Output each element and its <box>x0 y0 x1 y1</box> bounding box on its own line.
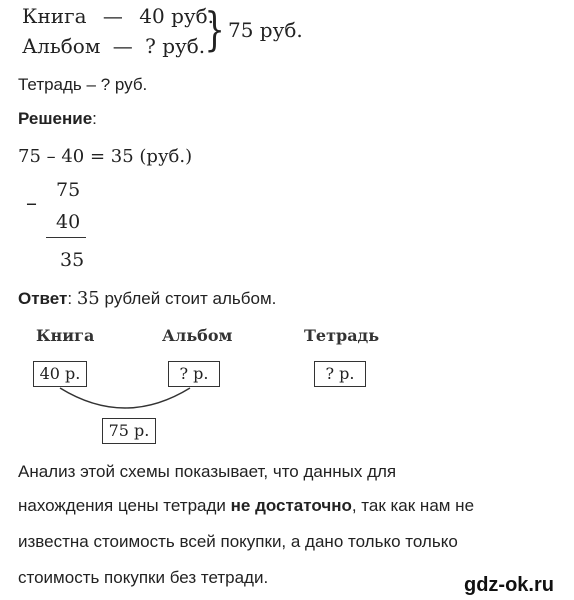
box-total-price: 75 р. <box>102 418 156 444</box>
box-book-price: 40 р. <box>33 361 87 387</box>
answer-text: рублей стоит альбом. <box>104 289 277 308</box>
column-top: 75 <box>56 179 81 201</box>
answer-label: Ответ <box>18 289 68 308</box>
diagram-label-book: Книга <box>36 326 95 345</box>
column-result: 35 <box>60 249 85 271</box>
item-album: Альбом <box>22 34 101 58</box>
equation: 75 – 40 = 35 (руб.) <box>18 146 193 167</box>
solution-label: Решение <box>18 109 93 128</box>
price-album: ? руб. <box>145 34 206 58</box>
condition-line-2 <box>22 34 205 58</box>
column-line <box>46 237 86 238</box>
diagram-label-notebook: Тетрадь <box>304 326 380 345</box>
column-bottom: 40 <box>56 211 81 233</box>
curly-brace: } <box>204 2 225 56</box>
answer-number: 35 <box>76 288 100 309</box>
analysis-line-3: известна стоимость всей покупки, а дано только только <box>18 532 458 551</box>
solution-heading <box>18 104 97 134</box>
dash: — <box>112 34 133 58</box>
box-notebook-price: ? р. <box>314 361 366 387</box>
diagram-label-album: Альбом <box>162 326 233 345</box>
analysis-line-1: Анализ этой схемы показывает, что данных для <box>18 462 397 481</box>
total-price: 75 руб. <box>228 18 303 42</box>
dash: — <box>102 4 123 28</box>
analysis-text: , так как нам не <box>351 496 475 515</box>
colon: : <box>67 289 73 308</box>
question-line: Тетрадь – ? руб. <box>18 75 148 94</box>
sum-arc <box>50 384 200 420</box>
analysis-emphasis: не достаточно <box>230 496 352 515</box>
watermark: gdz-ok.ru <box>464 574 554 596</box>
price-book: 40 руб. <box>139 4 215 28</box>
condition-line-1 <box>22 4 214 28</box>
analysis-line-2 <box>18 491 474 521</box>
answer-line <box>18 284 276 314</box>
box-album-price: ? р. <box>168 361 220 387</box>
item-book: Книга <box>22 4 87 28</box>
column-minus: – <box>26 191 37 216</box>
analysis-line-4: стоимость покупки без тетради. <box>18 568 269 587</box>
colon: : <box>92 109 97 128</box>
analysis-text: нахождения цены тетради <box>18 496 231 515</box>
